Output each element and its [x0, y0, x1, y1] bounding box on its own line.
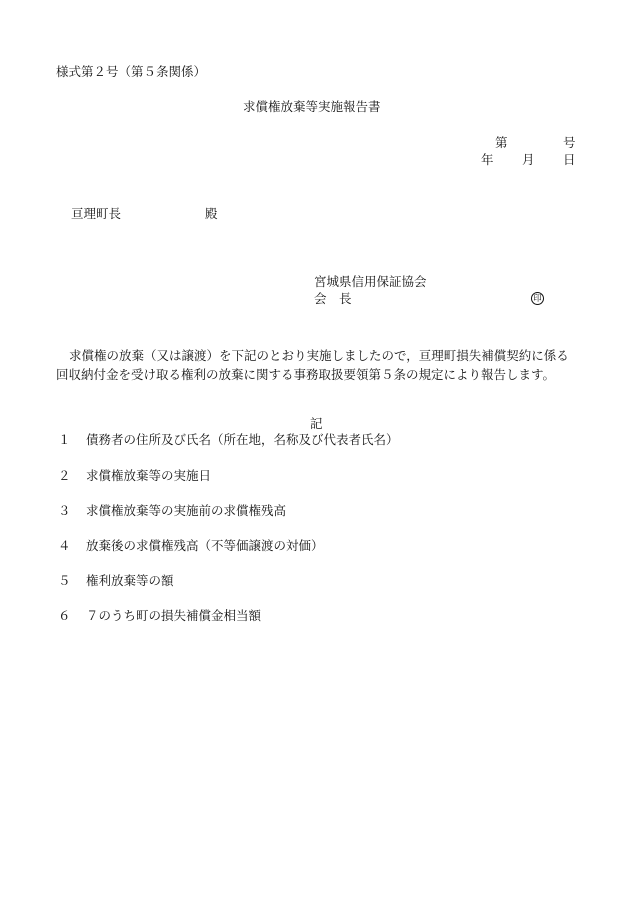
page-title: 求償権放棄等実施報告書 [243, 99, 381, 114]
date-day: 日 [563, 152, 576, 167]
item-number: １ [58, 432, 71, 447]
ki-heading: 記 [310, 416, 323, 431]
form-label: 様式第２号（第５条関係） [56, 64, 207, 79]
addressee-name: 亘理町長 [71, 206, 122, 221]
item-text: 求償権放棄等の実施日 [86, 468, 212, 483]
doc-number-prefix: 第 [495, 135, 508, 150]
sender-title: 会 長 [314, 291, 352, 306]
item-number: ５ [58, 573, 71, 588]
item-text: ７のうち町の損失補償金相当額 [86, 608, 262, 623]
sender-org: 宮城県信用保証協会 [314, 274, 427, 289]
seal-mark-icon: 印 [531, 292, 544, 305]
item-number: ６ [58, 608, 71, 623]
item-number: ３ [58, 503, 71, 518]
body-text: 求償権の放棄（又は譲渡）を下記のとおり実施しましたので，亘理町損失補償契約に係る回収納付金を受け取る権利の放棄に関する事務取扱要領第５条の規定により報告します。 [56, 348, 569, 382]
date-month: 月 [522, 152, 535, 167]
body-paragraph [56, 346, 576, 384]
item-text: 権利放棄等の額 [86, 573, 174, 588]
doc-number-suffix: 号 [563, 135, 576, 150]
item-text: 求償権放棄等の実施前の求償権残高 [86, 503, 287, 518]
addressee-honorific: 殿 [205, 206, 218, 221]
item-number: ２ [58, 468, 71, 483]
date-year: 年 [481, 152, 494, 167]
item-number: ４ [58, 538, 71, 553]
item-text: 債務者の住所及び氏名（所在地，名称及び代表者氏名） [86, 432, 399, 447]
item-text: 放棄後の求償権残高（不等価譲渡の対価） [86, 538, 324, 553]
